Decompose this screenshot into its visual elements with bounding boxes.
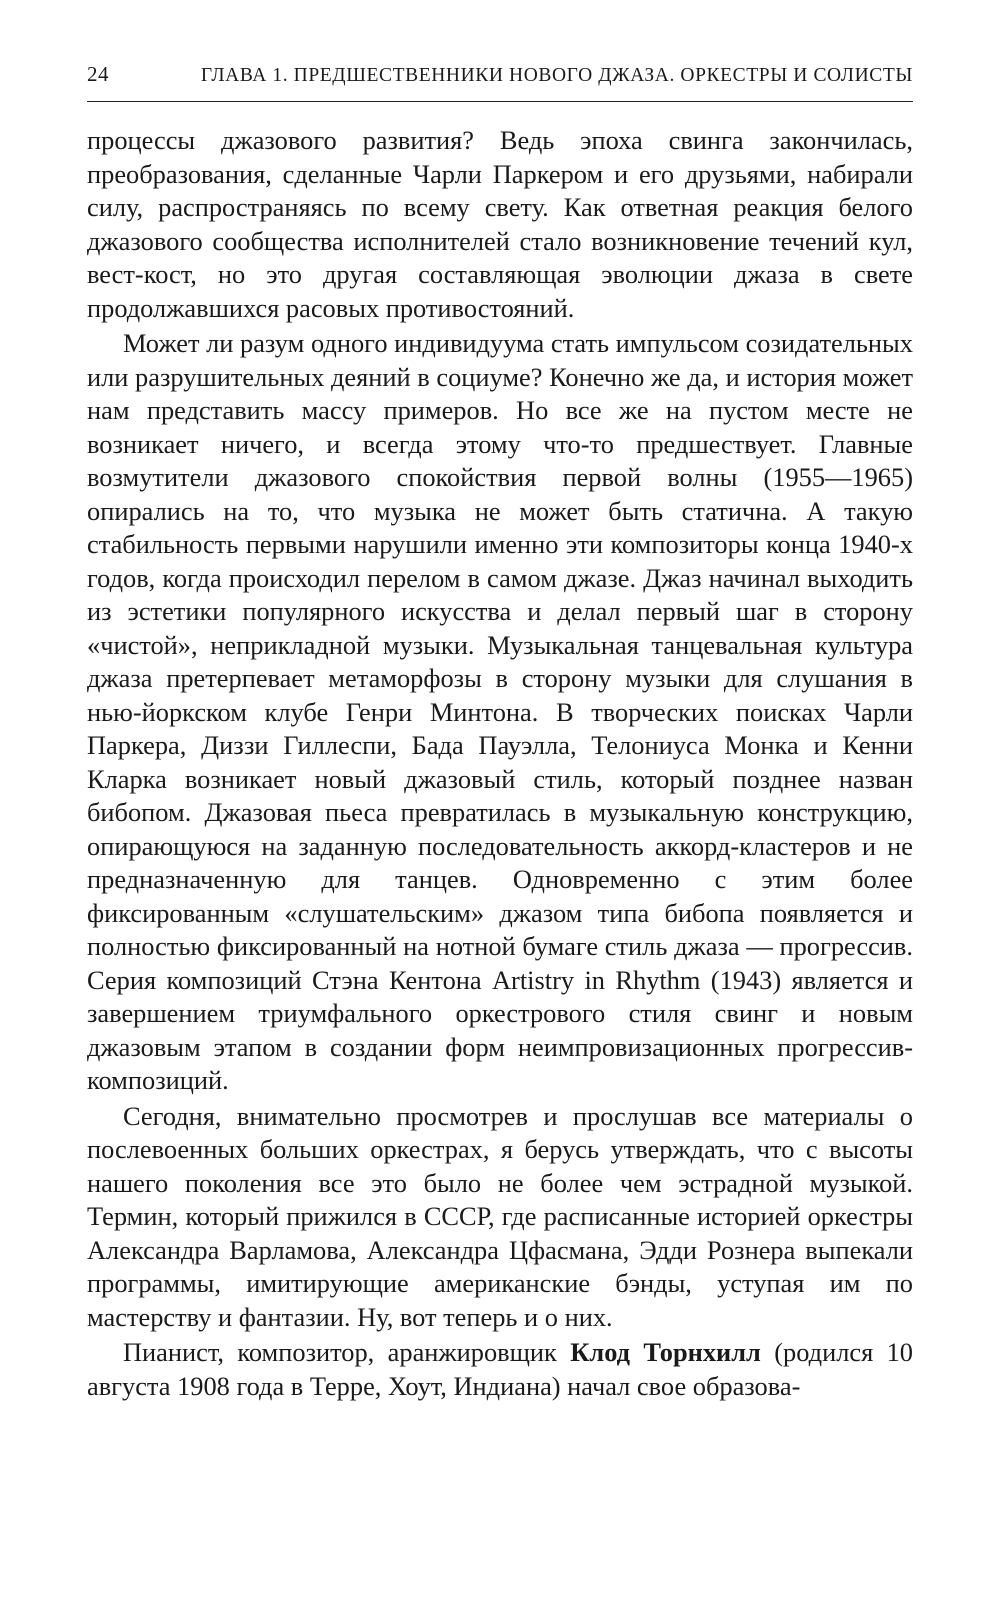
- paragraph-3: Сегодня, внимательно просмотрев и прослушав все материалы о послевоенных больших оркестрах, я берусь утверждать, что с высоты нашего поколения все это было не более чем эстрадной музыкой. Термин, который прижился в СССР, где расписанные историей оркестры Александра Варламова, Александра Цфасмана, Эдди Рознера выпекали программы, имитирующие американские бэнды, уступая им по мастерству и фантазии. Ну, вот теперь и о них.: [87, 1100, 913, 1332]
- paragraph-4: [87, 1336, 913, 1403]
- body-text: [87, 124, 913, 1403]
- paragraph-1: процессы джазового развития? Ведь эпоха свинга закончилась, преобразования, сделанные Чарли Паркером и его друзьями, набирали силу, распространяясь по всему свету. Как ответная реакция белого джазового сообщества исполнителей стало возникновение течений кул, вест-кост, но это другая составляющая эволюции джаза в свете продолжавшихся расовых противостояний.: [87, 125, 913, 323]
- book-page: [87, 62, 913, 1403]
- running-header: [87, 62, 913, 102]
- chapter-title: ГЛАВА 1. ПРЕДШЕСТВЕННИКИ НОВОГО ДЖАЗА. ОРКЕСТРЫ И СОЛИСТЫ: [200, 65, 913, 86]
- page-number: 24: [87, 62, 109, 86]
- paragraph-4-lead: Пианист, композитор, аранжировщик: [123, 1337, 571, 1367]
- bold-person-name: Клод Торнхилл: [570, 1337, 761, 1367]
- paragraph-2: Может ли разум одного индивидуума стать импульсом созидательных или разрушительных деяний в социуме? Конечно же да, и история может нам представить массу примеров. Но все же на пустом месте не возникает ничего, и всегда этому что-то предшествует. Главные возмутители джазового спокойствия первой волны (1955—1965) опирались на то, что музыка не может быть статична. А такую стабильность первыми нарушили именно эти композиторы конца 1940-х годов, когда происходил перелом в самом джазе. Джаз начинал выходить из эстетики популярного искусства и делал первый шаг в сторону «чистой», неприкладной музыки. Музыкальная танцевальная культура джаза претерпевает метаморфозы в сторону музыки для слушания в нью-йоркском клубе Генри Минтона. В творческих поисках Чарли Паркера, Диззи Гиллеспи, Бада Пауэлла, Телониуса Монка и Кенни Кларка возникает новый джазовый стиль, который позднее назван бибопом. Джазовая пьеса превратилась в музыкальную конструкцию, опирающуюся на заданную последовательность аккорд-кластеров и не предназначенную для танцев. Одновременно с этим более фиксированным «слушательским» джазом типа бибопа появляется и полностью фиксированный на нотной бумаге стиль джаза — прогрессив. Серия композиций Стэна Кентона Artistry in Rhythm (1943) является и завершением триумфального оркестрового стиля свинг и новым джазовым этапом в создании форм неимпровизационных прогрессив-композиций.: [87, 328, 913, 1095]
- paragraph-4-tail: (родился 10 августа 1908 года в Терре, Хоут, Индиана) начал свое образова-: [87, 1337, 913, 1401]
